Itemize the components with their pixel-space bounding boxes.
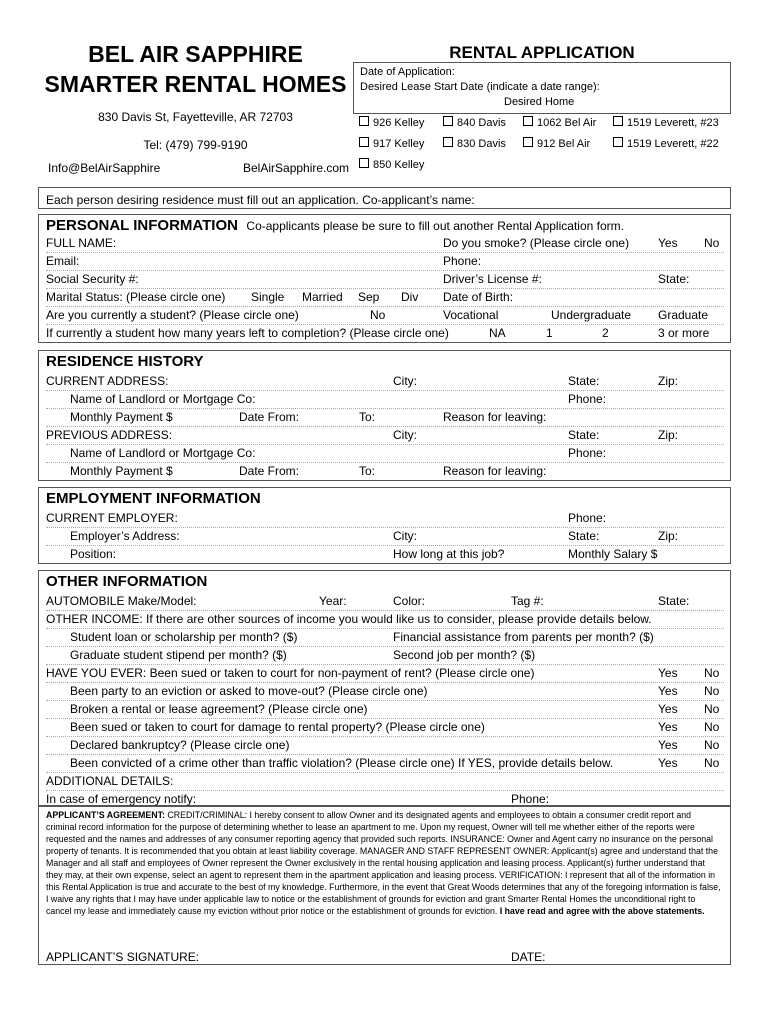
- company-name-line2: SMARTER RENTAL HOMES: [44, 71, 347, 97]
- employment-section: [38, 487, 731, 564]
- applicant-agreement: APPLICANT’S AGREEMENT: CREDIT/CRIMINAL: I hereby consent to allow Owner and its designated agents and employees to obtain a consumer credit report and criminal record information for the purpose of determining whether to lease an apartment to me. Upon my request, Owner will tell me whether either of the reports were requested and the names and addresses of any consumer reporting agency that provided such reports. INSURANCE: Owner and Agent carry no insurance on the personal property of tenants. It is recommended that you obtain at least liability coverage. MANAGER AND STAFF REPRESENT OWNER: Applicant(s) agree and understand that the Manager and all staff and employees of Owner represent the Owner exclusively in the rental housing application and leasing process. Applicant(s) further understand that they may, at their own expense, select an agent to represent them in the apartment application and leasing process. VERIFICATION: I represent that all of the information in this Rental Application is true and accurate to the best of my knowledge. Furthermore, in the event that Great Woods determines that any of the foregoing information is false, I waive any rights that I may have under applicable law to notice or the establishment of grounds for eviction and grant Smarter Rental Homes the unconditional right to cancel my lease and immediately cause my eviction without prior notice or the establishment of grounds for eviction. I have read and agree with the above statements.: [46, 810, 721, 916]
- checkbox-icon[interactable]: [523, 137, 533, 147]
- checkbox-icon[interactable]: [523, 116, 533, 126]
- company-email: Info@BelAirSapphire: [48, 161, 161, 175]
- email-row[interactable]: Email: Phone:: [46, 252, 724, 271]
- smoke-no[interactable]: No: [704, 236, 720, 250]
- signature-date[interactable]: DATE:: [511, 950, 546, 964]
- residence-history-title: RESIDENCE HISTORY: [46, 353, 204, 370]
- checkbox-icon[interactable]: [613, 116, 623, 126]
- previous-landlord-row[interactable]: Name of Landlord or Mortgage Co: Phone:: [46, 444, 724, 463]
- checkbox-icon[interactable]: [359, 137, 369, 147]
- agreement-section: [38, 806, 731, 965]
- checkbox-icon[interactable]: [613, 137, 623, 147]
- sued-rent-row[interactable]: HAVE YOU EVER: Been sued or taken to court for non-payment of rent? (Please circle one) Yes No: [46, 664, 724, 683]
- personal-info-title: PERSONAL INFORMATION Co-applicants please be sure to fill out another Rental Application form.: [46, 217, 624, 234]
- company-website: BelAirSapphire.com: [243, 161, 350, 175]
- bankruptcy-row[interactable]: Declared bankruptcy? (Please circle one) Yes No: [46, 736, 724, 755]
- student-loan-row[interactable]: Student loan or scholarship per month? ($) Financial assistance from parents per month? ($): [46, 628, 724, 647]
- previous-payment-row[interactable]: Monthly Payment $ Date From: To: Reason for leaving:: [70, 464, 547, 478]
- checkbox-icon[interactable]: [359, 116, 369, 126]
- current-address-row[interactable]: CURRENT ADDRESS: City: State: Zip:: [46, 372, 724, 391]
- home-option-917-kelley[interactable]: 917 Kelley: [359, 137, 424, 150]
- personal-information-section: [38, 214, 731, 343]
- smoke-yes[interactable]: Yes: [658, 236, 678, 250]
- previous-address-row[interactable]: PREVIOUS ADDRESS: City: State: Zip:: [46, 426, 724, 445]
- full-name-row[interactable]: FULL NAME: Do you smoke? (Please circle one) Yes No: [46, 234, 724, 253]
- coapplicant-box[interactable]: [38, 187, 731, 209]
- home-option-840-davis[interactable]: 840 Davis: [443, 116, 506, 129]
- employer-row[interactable]: CURRENT EMPLOYER: Phone:: [46, 509, 724, 528]
- home-option-1519-leverett-22[interactable]: 1519 Leverett, #22: [613, 137, 719, 150]
- marital-row[interactable]: Marital Status: (Please circle one) Single Married Sep Div Date of Birth:: [46, 288, 724, 307]
- form-title: RENTAL APPLICATION: [449, 43, 635, 62]
- other-info-title: OTHER INFORMATION: [46, 573, 208, 590]
- years-left-row[interactable]: If currently a student how many years left to completion? (Please circle one) NA 1 2 3 or more: [46, 326, 710, 340]
- ssn-row[interactable]: Social Security #: Driver’s License #: State:: [46, 270, 724, 289]
- company-name-line1: BEL AIR SAPPHIRE: [88, 41, 303, 67]
- emergency-row[interactable]: In case of emergency notify: Phone:: [46, 792, 550, 806]
- other-income-row: OTHER INCOME: If there are other sources of income you would like us to consider, please provide details below.: [46, 610, 724, 629]
- eviction-row[interactable]: Been party to an eviction or asked to move-out? (Please circle one) Yes No: [46, 682, 724, 701]
- home-option-1062-bel-air[interactable]: 1062 Bel Air: [523, 116, 596, 129]
- company-address: 830 Davis St, Fayetteville, AR 72703: [98, 110, 293, 124]
- home-option-926-kelley[interactable]: 926 Kelley: [359, 116, 424, 129]
- lease-start-date[interactable]: Desired Lease Start Date (indicate a date range):: [360, 81, 600, 93]
- broken-lease-row[interactable]: Broken a rental or lease agreement? (Please circle one) Yes No: [46, 700, 724, 719]
- employer-address-row[interactable]: Employer’s Address: City: State: Zip:: [46, 527, 724, 546]
- applicant-signature[interactable]: APPLICANT’S SIGNATURE:: [46, 950, 200, 964]
- date-of-application[interactable]: Date of Application:: [360, 66, 455, 78]
- residence-history-section: [38, 350, 731, 481]
- other-information-section: [38, 570, 731, 806]
- automobile-row[interactable]: AUTOMOBILE Make/Model: Year: Color: Tag #: State:: [46, 592, 724, 611]
- home-option-830-davis[interactable]: 830 Davis: [443, 137, 506, 150]
- crime-row[interactable]: Been convicted of a crime other than traffic violation? (Please circle one) If YES, provide details below. Yes No: [46, 754, 724, 773]
- checkbox-icon[interactable]: [359, 158, 369, 168]
- position-row[interactable]: Position: How long at this job? Monthly Salary $: [70, 547, 658, 561]
- checkbox-icon[interactable]: [443, 137, 453, 147]
- damage-row[interactable]: Been sued or taken to court for damage to rental property? (Please circle one) Yes No: [46, 718, 724, 737]
- current-landlord-row[interactable]: Name of Landlord or Mortgage Co: Phone:: [46, 390, 724, 409]
- checkbox-icon[interactable]: [443, 116, 453, 126]
- desired-home-label: Desired Home: [504, 96, 575, 108]
- home-option-912-bel-air[interactable]: 912 Bel Air: [523, 137, 590, 150]
- student-row[interactable]: Are you currently a student? (Please circle one) No Vocational Undergraduate Graduate: [46, 306, 724, 325]
- coapplicant-label: Each person desiring residence must fill out an application. Co-applicant’s name:: [46, 193, 475, 207]
- additional-details-row[interactable]: ADDITIONAL DETAILS:: [46, 772, 724, 791]
- employment-title: EMPLOYMENT INFORMATION: [46, 490, 261, 507]
- current-payment-row[interactable]: Monthly Payment $ Date From: To: Reason for leaving:: [46, 408, 724, 427]
- company-phone: Tel: (479) 799-9190: [143, 138, 248, 152]
- home-option-850-kelley[interactable]: 850 Kelley: [359, 158, 424, 171]
- lease-box: [353, 62, 731, 114]
- home-option-1519-leverett-23[interactable]: 1519 Leverett, #23: [613, 116, 719, 129]
- stipend-row[interactable]: Graduate student stipend per month? ($) Second job per month? ($): [46, 646, 724, 665]
